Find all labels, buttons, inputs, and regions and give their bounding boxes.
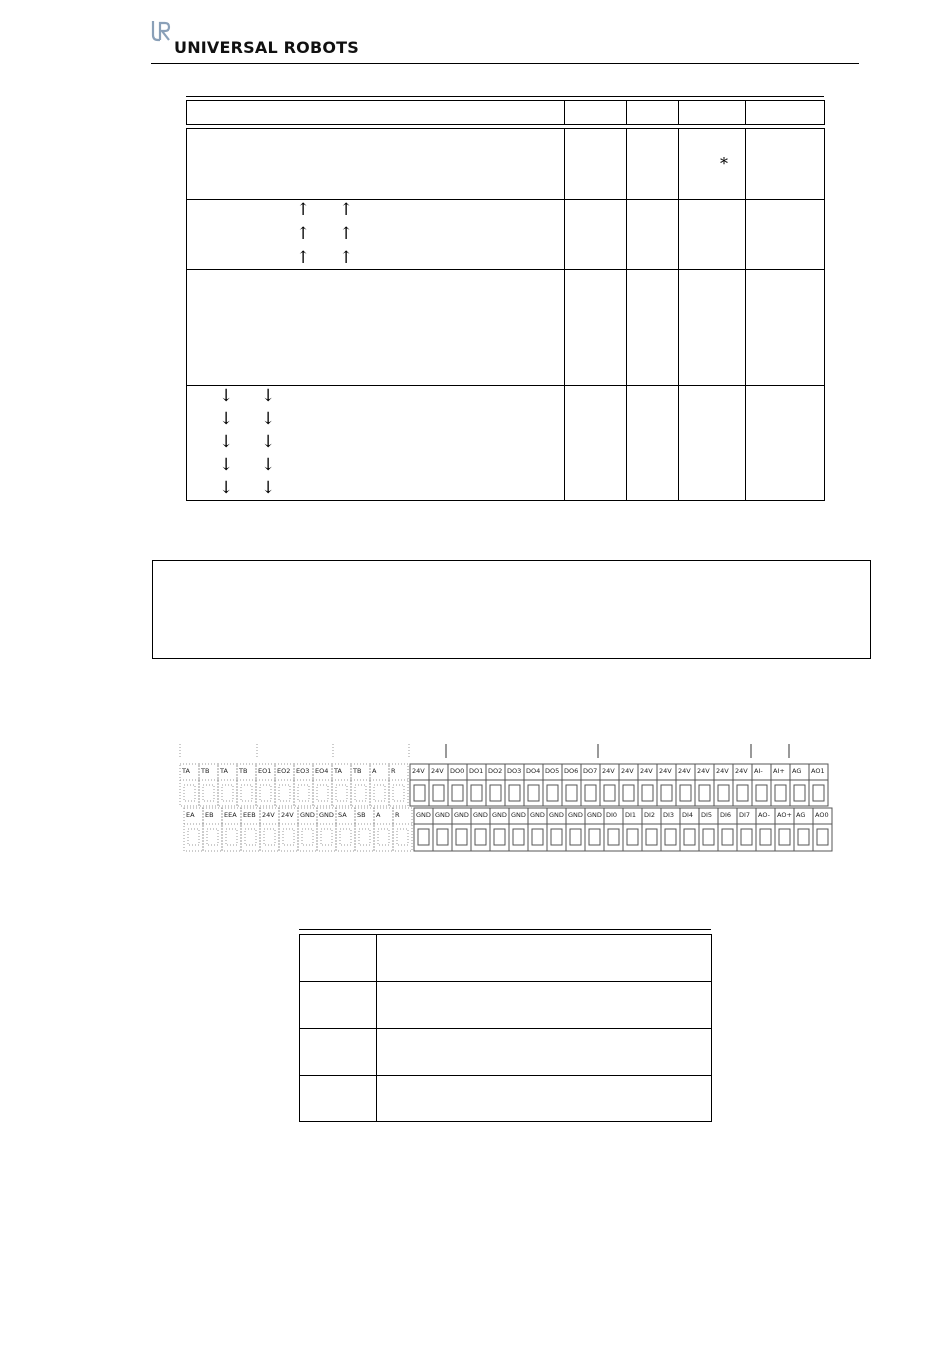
- terminal-screw: [547, 785, 558, 801]
- terminal-screw: [317, 785, 328, 801]
- pin-label: DI0: [606, 811, 618, 819]
- pin-label: TA: [220, 767, 228, 775]
- down-arrow-icon: ↓: [261, 386, 276, 406]
- pin-label: EO2: [277, 767, 291, 775]
- terminal-screw: [393, 785, 404, 801]
- pin-label: TB: [201, 767, 210, 775]
- pin-label: 24V: [678, 767, 691, 775]
- pin-label: AO1: [811, 767, 825, 775]
- pin-label: AI-: [754, 767, 763, 775]
- table-body: [186, 128, 825, 501]
- pin-label: EA: [186, 811, 195, 819]
- pin-label: 24V: [281, 811, 294, 819]
- terminal-screw: [184, 785, 195, 801]
- terminal-screw: [222, 785, 233, 801]
- up-arrow-icon: ↑: [296, 224, 311, 244]
- up-arrow-icon: ↑: [296, 248, 311, 268]
- terminal-screw: [471, 785, 482, 801]
- terminal-screw: [241, 785, 252, 801]
- pin-label: AG: [796, 811, 806, 819]
- terminal-screw: [245, 829, 256, 845]
- terminal-screw: [817, 829, 828, 845]
- terminal-screw: [452, 785, 463, 801]
- pin-label: 24V: [640, 767, 653, 775]
- terminal-screw: [378, 829, 389, 845]
- terminal-screw: [570, 829, 581, 845]
- pin-label: DO0: [450, 767, 465, 775]
- pin-label: GND: [530, 811, 545, 819]
- pin-label: AO+: [777, 811, 792, 819]
- pin-label: 24V: [412, 767, 425, 775]
- pin-label: 24V: [697, 767, 710, 775]
- row-divider: [299, 1075, 712, 1076]
- pin-label: TB: [353, 767, 362, 775]
- up-arrow-icon: ↑: [296, 200, 311, 220]
- pin-label: DO2: [488, 767, 503, 775]
- pin-label: TA: [182, 767, 190, 775]
- pin-label: GND: [511, 811, 526, 819]
- terminal-screw: [741, 829, 752, 845]
- col-divider: [626, 128, 627, 501]
- pin-label: GND: [473, 811, 488, 819]
- terminal-screw: [302, 829, 313, 845]
- pin-label: GND: [568, 811, 583, 819]
- terminal-screw: [642, 785, 653, 801]
- pin-label: 24V: [262, 811, 275, 819]
- pin-label: R: [391, 767, 396, 775]
- terminal-screw: [665, 829, 676, 845]
- down-arrow-icon: ↓: [261, 478, 276, 498]
- pin-label: GND: [435, 811, 450, 819]
- row-divider: [186, 269, 825, 270]
- brand-name: UNIVERSAL ROBOTS: [174, 38, 359, 57]
- terminal-screw: [608, 829, 619, 845]
- down-arrow-icon: ↓: [219, 432, 234, 452]
- note-box: [152, 560, 871, 659]
- pin-label: GND: [587, 811, 602, 819]
- terminal-screw: [756, 785, 767, 801]
- terminal-screw: [585, 785, 596, 801]
- terminal-screw: [703, 829, 714, 845]
- terminal-screw: [680, 785, 691, 801]
- pin-label: DI3: [663, 811, 675, 819]
- terminal-screw: [490, 785, 501, 801]
- logo-icon: [151, 20, 171, 42]
- terminal-screw: [418, 829, 429, 845]
- terminal-screw: [627, 829, 638, 845]
- row-divider: [186, 199, 825, 200]
- terminal-screw: [456, 829, 467, 845]
- terminal-screw: [661, 785, 672, 801]
- row-divider: [299, 1028, 712, 1029]
- pin-label: SB: [357, 811, 366, 819]
- io-connector-diagram: [178, 740, 834, 854]
- col-divider: [678, 128, 679, 501]
- pin-label: AG: [792, 767, 802, 775]
- terminal-screw: [532, 829, 543, 845]
- pin-label: EO1: [258, 767, 272, 775]
- pin-label: DO4: [526, 767, 541, 775]
- pin-label: 24V: [431, 767, 444, 775]
- terminal-screw: [355, 785, 366, 801]
- terminal-screw: [298, 785, 309, 801]
- pin-label: A: [372, 767, 377, 775]
- col-divider: [745, 100, 746, 125]
- pin-label: 24V: [735, 767, 748, 775]
- pin-label: DO5: [545, 767, 560, 775]
- col-divider: [745, 128, 746, 501]
- pin-label: DO3: [507, 767, 522, 775]
- terminal-screw: [321, 829, 332, 845]
- pin-label: GND: [454, 811, 469, 819]
- pin-label: EO4: [315, 767, 329, 775]
- pin-label: R: [395, 811, 400, 819]
- terminal-screw: [494, 829, 505, 845]
- pin-label: 24V: [659, 767, 672, 775]
- terminal-screw: [336, 785, 347, 801]
- terminal-screw: [414, 785, 425, 801]
- table-header-row: [186, 100, 825, 125]
- terminal-screw: [509, 785, 520, 801]
- pin-label: DO1: [469, 767, 484, 775]
- terminal-screw: [475, 829, 486, 845]
- pin-label: EO3: [296, 767, 310, 775]
- table-top-rule: [186, 96, 824, 97]
- terminal-screw: [207, 829, 218, 845]
- terminal-screw: [188, 829, 199, 845]
- terminal-screw: [623, 785, 634, 801]
- pin-label: 24V: [621, 767, 634, 775]
- up-arrow-icon: ↑: [339, 224, 354, 244]
- connector-lines: [178, 740, 834, 854]
- pin-label: DI5: [701, 811, 713, 819]
- terminal-screw: [798, 829, 809, 845]
- pin-label: DO7: [583, 767, 598, 775]
- terminal-screw: [760, 829, 771, 845]
- down-arrow-icon: ↓: [261, 432, 276, 452]
- pin-label: DI6: [720, 811, 732, 819]
- pin-label: GND: [300, 811, 315, 819]
- terminal-screw: [260, 785, 271, 801]
- pin-label: EEB: [243, 811, 256, 819]
- terminal-screw: [775, 785, 786, 801]
- col-divider: [564, 128, 565, 501]
- pin-label: AI+: [773, 767, 785, 775]
- row-divider: [299, 981, 712, 982]
- terminal-screw: [551, 829, 562, 845]
- down-arrow-icon: ↓: [261, 409, 276, 429]
- pin-label: GND: [319, 811, 334, 819]
- pin-label: TA: [334, 767, 342, 775]
- terminal-screw: [813, 785, 824, 801]
- terminal-screw: [604, 785, 615, 801]
- pin-label: AO0: [815, 811, 829, 819]
- terminal-screw: [737, 785, 748, 801]
- pin-label: SA: [338, 811, 347, 819]
- pin-label: A: [376, 811, 381, 819]
- pin-label: 24V: [716, 767, 729, 775]
- terminal-screw: [684, 829, 695, 845]
- terminal-screw: [283, 829, 294, 845]
- terminal-screw: [203, 785, 214, 801]
- down-arrow-icon: ↓: [219, 478, 234, 498]
- pin-label: DI2: [644, 811, 656, 819]
- pin-label: EEA: [224, 811, 237, 819]
- pin-label: TB: [239, 767, 248, 775]
- terminal-screw: [359, 829, 370, 845]
- pin-label: AO-: [758, 811, 770, 819]
- terminal-screw: [340, 829, 351, 845]
- terminal-screw: [722, 829, 733, 845]
- pin-label: DI4: [682, 811, 694, 819]
- up-arrow-icon: ↑: [339, 248, 354, 268]
- down-arrow-icon: ↓: [219, 386, 234, 406]
- col-divider: [564, 100, 565, 125]
- pin-label: EB: [205, 811, 214, 819]
- terminal-screw: [433, 785, 444, 801]
- terminal-screw: [264, 829, 275, 845]
- terminal-screw: [397, 829, 408, 845]
- down-arrow-icon: ↓: [219, 455, 234, 475]
- pin-label: DO6: [564, 767, 579, 775]
- pin-label: GND: [492, 811, 507, 819]
- pin-label: 24V: [602, 767, 615, 775]
- terminal-screw: [699, 785, 710, 801]
- terminal-screw: [566, 785, 577, 801]
- terminal-screw: [279, 785, 290, 801]
- pin-label: DI7: [739, 811, 751, 819]
- col-divider: [678, 100, 679, 125]
- down-arrow-icon: ↓: [261, 455, 276, 475]
- terminal-screw: [528, 785, 539, 801]
- row-divider: [186, 385, 825, 386]
- col-divider: [626, 100, 627, 125]
- terminal-screw: [374, 785, 385, 801]
- header-rule: [151, 63, 859, 64]
- terminal-screw: [226, 829, 237, 845]
- down-arrow-icon: ↓: [219, 409, 234, 429]
- terminal-screw: [646, 829, 657, 845]
- terminal-screw: [718, 785, 729, 801]
- pin-label: GND: [549, 811, 564, 819]
- table-top-rule: [299, 929, 711, 930]
- terminal-screw: [794, 785, 805, 801]
- pin-label: DI1: [625, 811, 637, 819]
- pin-label: GND: [416, 811, 431, 819]
- asterisk-mark: *: [720, 154, 728, 173]
- terminal-screw: [589, 829, 600, 845]
- terminal-screw: [513, 829, 524, 845]
- up-arrow-icon: ↑: [339, 200, 354, 220]
- terminal-screw: [437, 829, 448, 845]
- terminal-screw: [779, 829, 790, 845]
